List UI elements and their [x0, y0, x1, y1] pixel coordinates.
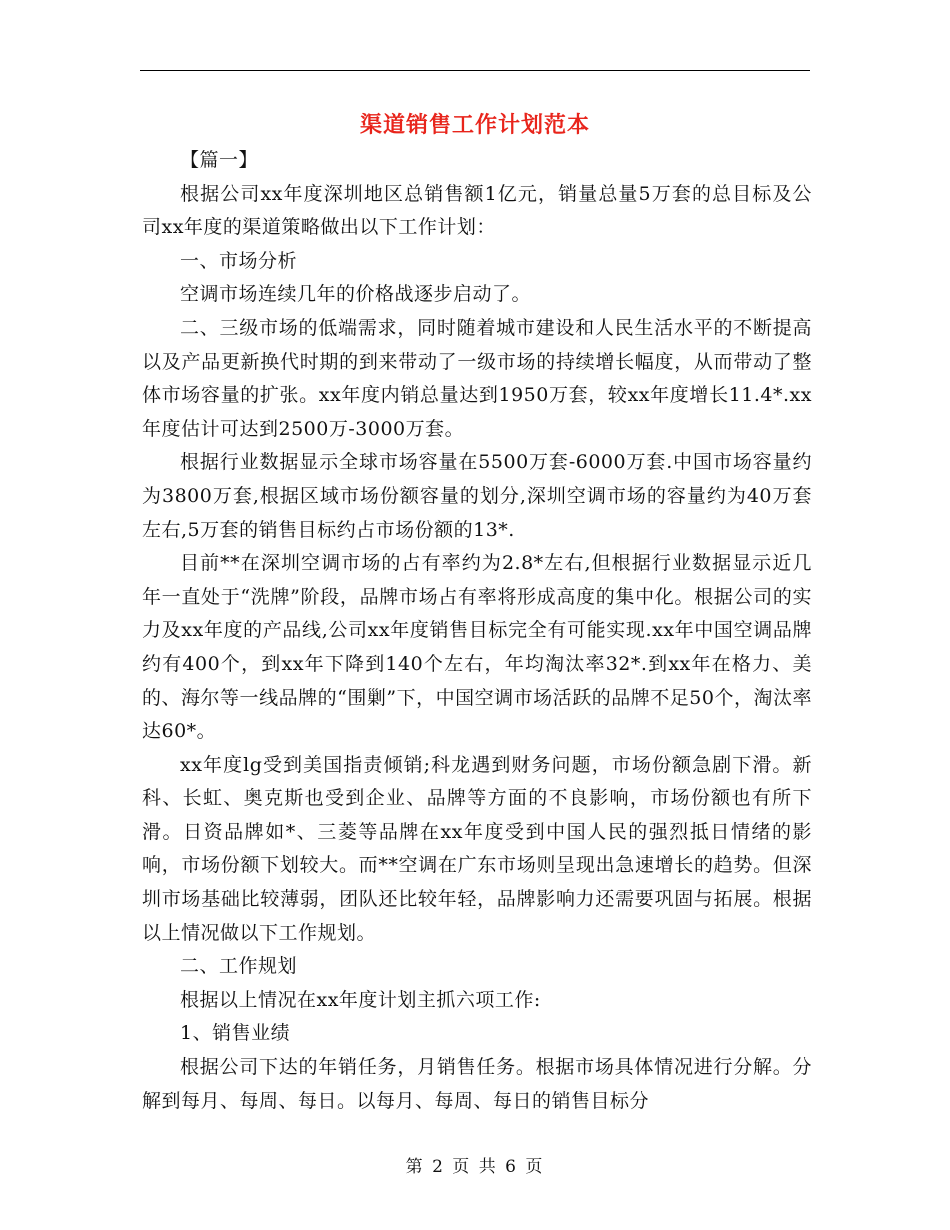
- paragraph: 二、三级市场的低端需求，同时随着城市建设和人民生活水平的不断提高以及产品更新换代时期的到来带动了一级市场的持续增长幅度，从而带动了整体市场容量的扩张。xx年度内销总量达到1950万套，较xx年度增长11.4*.xx年度估计可达到2500万-3000万套。: [142, 316, 812, 440]
- paragraph: 根据公司xx年度深圳地区总销售额1亿元，销量总量5万套的总目标及公司xx年度的渠道策略做出以下工作计划：: [142, 182, 812, 239]
- page-number: 第 2 页 共 6 页: [405, 1157, 545, 1177]
- section-heading: 二、工作规划: [180, 955, 298, 978]
- paragraph: 根据公司下达的年销任务，月销售任务。根据市场具体情况进行分解。分解到每月、每周、每日。以每月、每周、每日的销售目标分: [142, 1056, 812, 1112]
- document-body: [142, 144, 812, 1118]
- paragraph: 根据以上情况在xx年度计划主抓六项工作:: [180, 988, 541, 1011]
- document-title: 渠道销售工作计划范本: [359, 112, 590, 138]
- header-rule: [140, 70, 810, 71]
- subsection-heading: 1、销售业绩: [180, 1022, 291, 1045]
- paragraph: 根据行业数据显示全球市场容量在5500万套-6000万套.中国市场容量约为3800万套,根据区域市场份额容量的划分,深圳空调市场的容量约为40万套左右,5万套的销售目标约占市场份额的13*.: [142, 451, 812, 541]
- paragraph: 目前**在深圳空调市场的占有率约为2.8*左右,但根据行业数据显示近几年一直处于“洗牌”阶段，品牌市场占有率将形成高度的集中化。根据公司的实力及xx年度的产品线,公司xx年度销售目标完全有可能实现.xx年中国空调品牌约有400个，到xx年下降到140个左右，年均淘汰率32*.到xx年在格力、美的、海尔等一线品牌的“围剿”下，中国空调市场活跃的品牌不足50个，淘汰率达60*。: [142, 552, 812, 743]
- paragraph: xx年度lg受到美国指责倾销;科龙遇到财务问题，市场份额急剧下滑。新科、长虹、奥克斯也受到企业、品牌等方面的不良影响，市场份额也有所下滑。日资品牌如*、三菱等品牌在xx年度受到中国人民的强烈抵日情绪的影响，市场份额下划较大。而**空调在广东市场则呈现出急速增长的趋势。但深圳市场基础比较薄弱，团队还比较年轻，品牌影响力还需要巩固与拓展。根据以上情况做以下工作规划。: [142, 753, 812, 944]
- paragraph: 空调市场连续几年的价格战逐步启动了。: [180, 283, 532, 306]
- section-marker: 【篇一】: [180, 149, 259, 171]
- section-heading: 一、市场分析: [180, 249, 298, 272]
